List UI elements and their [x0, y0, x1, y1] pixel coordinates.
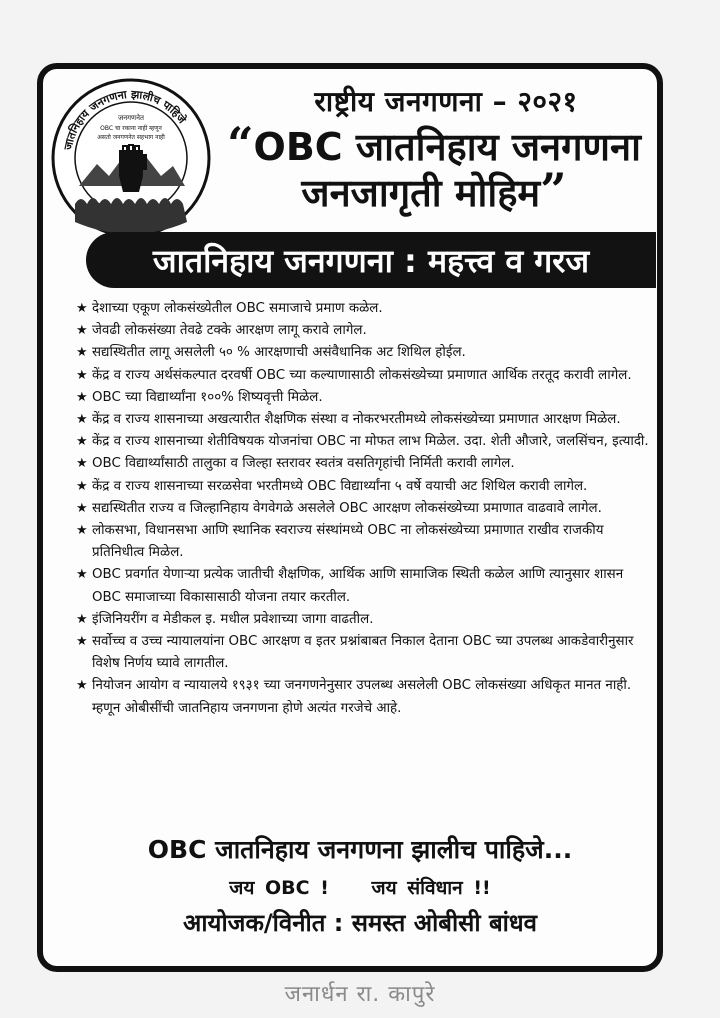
list-item-text: सद्यस्थितीत राज्य व जिल्हानिहाय वेगवेगळे असलेले OBC आरक्षण लोकसंख्येच्या प्रमाणात वाढवावे लागेल. [92, 500, 602, 516]
list-item [76, 387, 650, 409]
census-subtitle: राष्ट्रीय जनगणना – २०२१ [314, 85, 578, 118]
cheer-obc: जय OBC ! [229, 877, 329, 899]
cheers-line [60, 874, 660, 900]
list-item-text: लोकसभा, विधानसभा आणि स्थानिक स्वराज्य संस्थांमध्ये OBC ना लोकसंख्येच्या प्रमाणात राखीव राजकीय प्रतिनिधीत्व मिळेल. [92, 523, 604, 561]
logo-ring-text: जातनिहाय जनगणना झालीच पाहिजे [61, 87, 189, 152]
star-bullet-icon: ★ [76, 434, 88, 450]
author-signature: जनार्धन रा. कापुरे [284, 982, 436, 1007]
list-item-text: सद्यस्थितीत लागू असलेली ५० % आरक्षणाची असंवैधानिक अट शिथिल होईल. [92, 345, 466, 361]
list-item [76, 342, 650, 364]
list-item [76, 498, 650, 520]
logo-line-3: असतो जनगणनेत सहभाग नाही [97, 134, 165, 141]
fist-emblem-icon [49, 76, 213, 240]
star-bullet-icon: ★ [76, 456, 88, 472]
star-bullet-icon: ★ [76, 678, 88, 694]
list-item-text: केंद्र व राज्य अर्थसंकल्पात दरवर्षी OBC च्या कल्याणासाठी लोकसंख्येच्या प्रमाणात आर्थिक तरतूद करावी लागेल. [92, 367, 632, 383]
list-item-text: नियोजन आयोग व न्यायालये १९३१ च्या जनगणनेनुसार उपलब्ध असलेली OBC लोकसंख्या अधिकृत मानत नाही. म्हणून ओबीसींची जातनिहाय जनगणना होणे अत्यंत गरजेचे आहे. [92, 678, 632, 716]
logo-line-1: जनगणनेत [118, 114, 144, 122]
star-bullet-icon: ★ [76, 611, 88, 627]
list-item-text: देशाच्या एकूण लोकसंख्येतील OBC समाजाचे प्रमाण कळेल. [92, 301, 383, 316]
organizer-line: आयोजक/विनीत : समस्त ओबीसी बांधव [183, 909, 537, 937]
list-item [76, 409, 650, 431]
star-bullet-icon: ★ [76, 634, 88, 650]
list-item [76, 365, 650, 387]
star-bullet-icon: ★ [76, 478, 88, 494]
list-item-text: केंद्र व राज्य शासनाच्या अखत्यारीत शैक्षणिक संस्था व नोकरभरतीमध्ये लोकसंख्येच्या प्रमाणात आरक्षण मिळेल. [92, 412, 621, 428]
list-item [76, 675, 650, 719]
list-item-text: केंद्र व राज्य शासनाच्या सरळसेवा भरतीमध्ये OBC विद्यार्थ्यांना ५ वर्षे वयाची अट शिथिल करावी लागेल. [92, 478, 588, 494]
open-quote: “ [227, 117, 254, 171]
title-line-2-text: जनजागृती मोहिम [301, 171, 541, 215]
list-item [76, 564, 650, 608]
close-quote: ” [540, 163, 567, 217]
star-bullet-icon: ★ [76, 523, 88, 539]
list-item [76, 609, 650, 631]
star-bullet-icon: ★ [76, 389, 88, 405]
list-item [76, 298, 650, 320]
list-item [76, 476, 650, 498]
campaign-title [214, 117, 654, 217]
list-item [76, 431, 650, 453]
list-item-text: OBC विद्यार्थ्यांसाठी तालुका व जिल्हा स्तरावर स्वतंत्र वसतिगृहांची निर्मिती करावी लागेल. [92, 456, 515, 472]
list-item-text: OBC च्या विद्यार्थ्यांना १००% शिष्यवृत्ती मिळेल. [92, 389, 323, 405]
campaign-logo [49, 76, 213, 240]
title-line-2 [214, 163, 654, 217]
benefit-points-list [76, 298, 650, 720]
list-item [76, 631, 650, 675]
list-item-text: OBC प्रवर्गात येणाऱ्या प्रत्येक जातीची शैक्षणिक, आर्थिक आणि सामाजिक स्थिती कळेल आणि त्यानुसार शासन OBC समाजाच्या विकासासाठी योजना तयार करतील. [92, 567, 624, 605]
list-item [76, 320, 650, 342]
cheer-constitution: जय संविधान !! [371, 877, 491, 899]
title-line-1-text: OBC जातनिहाय जनगणना [253, 125, 641, 169]
star-bullet-icon: ★ [76, 412, 88, 428]
title-line-1 [214, 117, 654, 171]
star-bullet-icon: ★ [76, 345, 88, 361]
star-bullet-icon: ★ [76, 323, 88, 339]
slogan-heading: OBC जातनिहाय जनगणना झालीच पाहिजे... [147, 835, 573, 864]
banner-text: जातनिहाय जनगणना : महत्त्व व गरज [152, 241, 590, 280]
list-item-text: इंजिनियरींग व मेडीकल इ. मधील प्रवेशाच्या जागा वाढतील. [92, 611, 374, 627]
list-item [76, 453, 650, 475]
star-bullet-icon: ★ [76, 567, 88, 583]
star-bullet-icon: ★ [76, 367, 88, 383]
list-item [76, 520, 650, 564]
list-item-text: जेवढी लोकसंख्या तेवढे टक्के आरक्षण लागू करावे लागेल. [92, 323, 367, 339]
logo-line-2: OBC चा रकाना नाही म्हणून [100, 125, 162, 132]
section-banner [86, 232, 656, 288]
list-item-text: सर्वोच्च व उच्च न्यायालयांना OBC आरक्षण व इतर प्रश्नांबाबत निकाल देताना OBC च्या उपलब्ध आकडेवारीनुसार विशेष निर्णय घ्यावे लागतील. [92, 634, 634, 672]
star-bullet-icon: ★ [76, 500, 88, 516]
star-bullet-icon: ★ [76, 301, 88, 316]
list-item-text: केंद्र व राज्य शासनाच्या शेतीविषयक योजनांचा OBC ना मोफत लाभ मिळेल. उदा. शेती औजारे, जलसिंचन, इत्यादी. [92, 434, 649, 450]
